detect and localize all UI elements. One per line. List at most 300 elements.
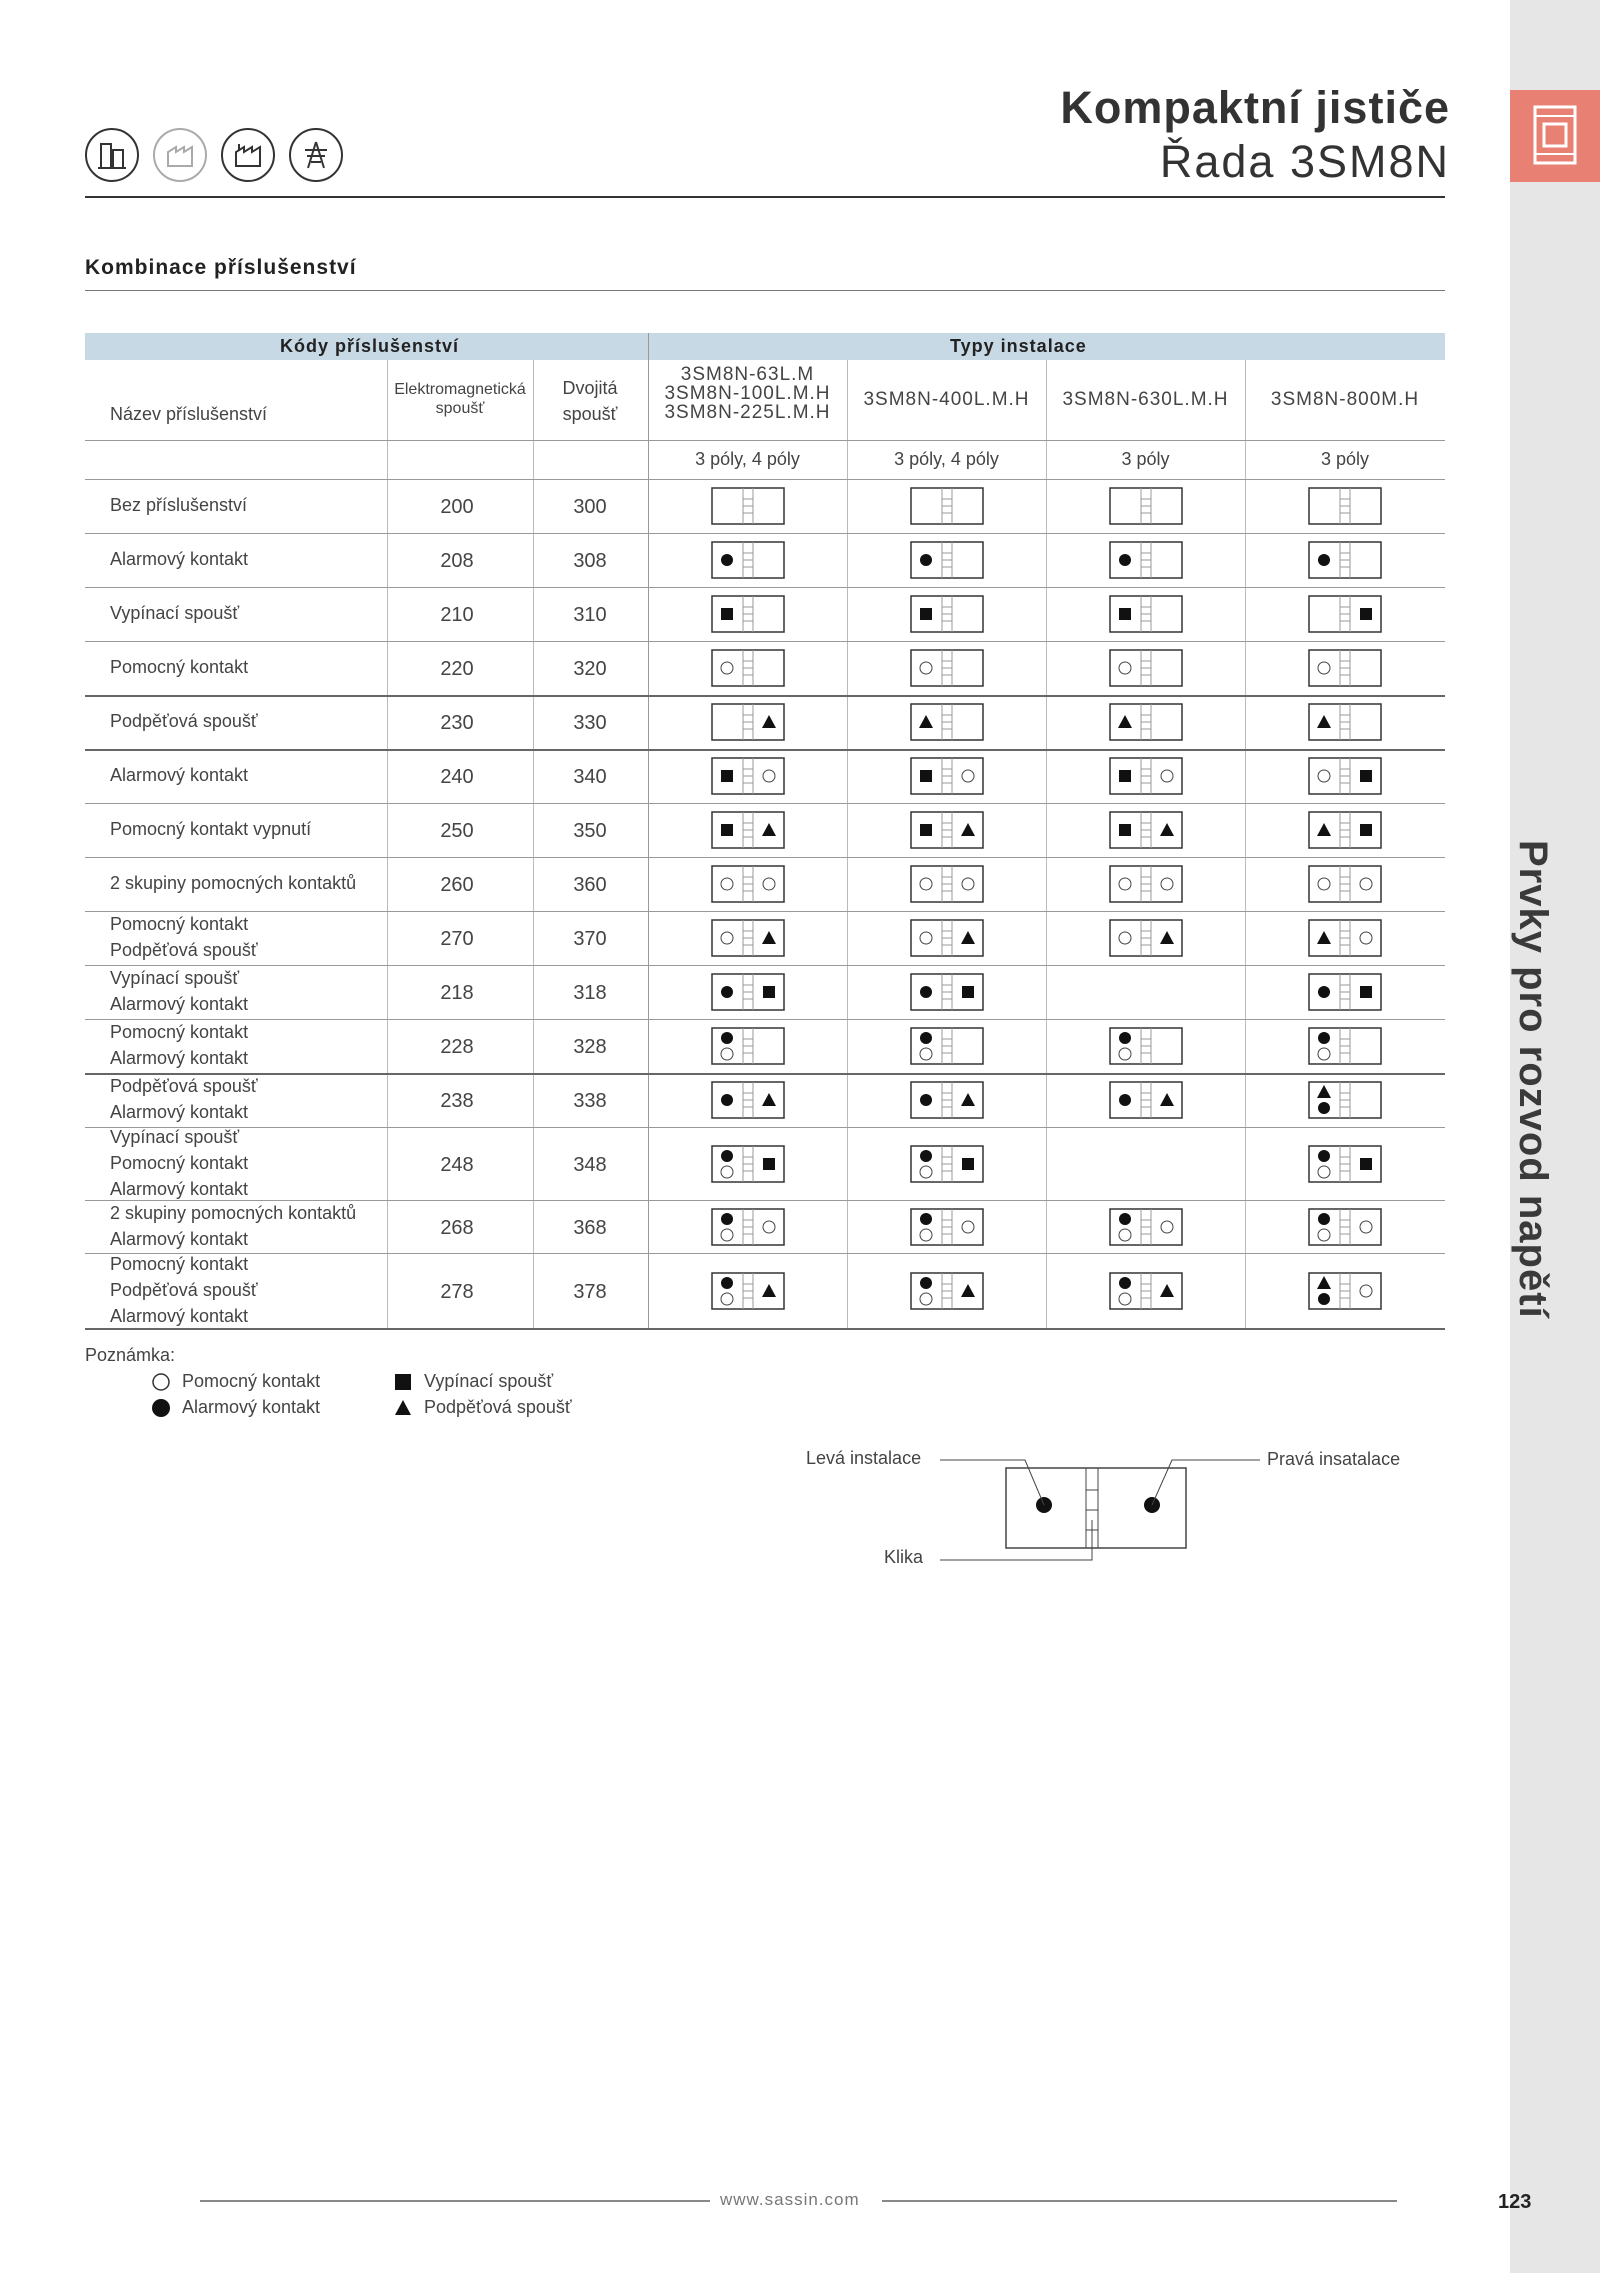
- symbol-glyph: [920, 1032, 932, 1044]
- symbol-cell: [910, 487, 984, 530]
- symbol-glyph: [762, 1284, 776, 1297]
- symbol-cell: [910, 1027, 984, 1070]
- symbol-cell: [1308, 1027, 1382, 1070]
- em-code: 200: [440, 496, 474, 518]
- installation-symbol: [711, 649, 785, 687]
- footer-rule-left: [200, 2200, 710, 2202]
- installation-symbol: [1109, 1145, 1183, 1183]
- triangle-filled-icon: [392, 1396, 414, 1418]
- symbol-glyph: [762, 931, 776, 944]
- installation-symbol: [1109, 919, 1183, 957]
- installation-symbol: [1308, 703, 1382, 741]
- symbol-glyph: [920, 878, 932, 890]
- symbol-glyph: [1119, 554, 1131, 566]
- legend-label: Pomocný kontakt: [182, 1371, 321, 1391]
- symbol-glyph: [721, 1166, 733, 1178]
- table-row-rule: [85, 1328, 1445, 1330]
- symbol-glyph: [763, 986, 775, 998]
- symbol-glyph: [920, 1277, 932, 1289]
- symbol-cell: [910, 1272, 984, 1315]
- accessory-name: Alarmový kontakt: [110, 1305, 249, 1326]
- circle-filled-icon: [150, 1396, 172, 1418]
- symbol-glyph: [1119, 878, 1131, 890]
- installation-symbol: [711, 757, 785, 795]
- building-icon: [85, 128, 139, 182]
- symbol-cell: [910, 595, 984, 638]
- symbol-cell: [1308, 703, 1382, 746]
- symbol-glyph: [1160, 1093, 1174, 1106]
- accessory-name: Alarmový kontakt: [110, 765, 249, 785]
- page-title: Kompaktní jističe: [1060, 82, 1450, 133]
- type-name: 3SM8N-800M.H: [1270, 389, 1420, 410]
- footer-rule-right: [882, 2200, 1397, 2202]
- symbol-glyph: [1318, 1293, 1330, 1305]
- symbol-glyph: [721, 1293, 733, 1305]
- symbol-glyph: [763, 878, 775, 890]
- header-em: Elektromagnetická spoušť: [394, 381, 526, 417]
- installation-symbol: [910, 919, 984, 957]
- symbol-glyph: [1360, 878, 1372, 890]
- type-poles: 3 póly, 4 póly: [695, 449, 800, 469]
- symbol-cell: [910, 865, 984, 908]
- installation-symbol: [711, 1027, 785, 1065]
- symbol-glyph: [961, 1284, 975, 1297]
- symbol-glyph: [920, 662, 932, 674]
- table-row-rule: [85, 1073, 1445, 1075]
- accessory-name: 2 skupiny pomocných kontaktů: [110, 1202, 357, 1223]
- symbol-glyph: [920, 1293, 932, 1305]
- symbol-glyph: [1360, 770, 1372, 782]
- symbol-glyph: [721, 1048, 733, 1060]
- installation-symbol: [711, 703, 785, 741]
- symbol-glyph: [721, 1229, 733, 1241]
- installation-symbol: [1109, 487, 1183, 525]
- installation-symbol: [711, 865, 785, 903]
- table-column-divider: [1046, 360, 1047, 1328]
- installation-symbol: [1109, 703, 1183, 741]
- installation-symbol: [711, 811, 785, 849]
- accessory-name: Podpěťová spoušť: [110, 940, 258, 960]
- symbol-cell: [711, 487, 785, 530]
- symbol-glyph: [1160, 823, 1174, 836]
- symbol-glyph: [763, 1221, 775, 1233]
- symbol-glyph: [721, 554, 733, 566]
- table-row-rule: [85, 1019, 1445, 1020]
- double-code: 300: [573, 496, 607, 518]
- symbol-cell: [711, 1081, 785, 1124]
- symbol-glyph: [1318, 1102, 1330, 1114]
- symbol-cell: [1109, 1081, 1183, 1124]
- symbol-cell: [1109, 811, 1183, 854]
- installation-symbol: [1109, 541, 1183, 579]
- symbol-glyph: [721, 1150, 733, 1162]
- accessory-name: Pomocný kontakt: [110, 1152, 249, 1173]
- symbol-glyph: [1317, 1085, 1331, 1098]
- symbol-glyph: [721, 1094, 733, 1106]
- double-code: 320: [573, 658, 607, 680]
- section-divider: [85, 290, 1445, 291]
- symbol-glyph: [721, 770, 733, 782]
- table-row-rule: [85, 965, 1445, 966]
- diagram-right-label: Pravá insatalace: [1267, 1449, 1401, 1469]
- symbol-cell: [1109, 757, 1183, 800]
- symbol-glyph: [1119, 1229, 1131, 1241]
- symbol-glyph: [920, 1150, 932, 1162]
- symbol-glyph: [920, 1094, 932, 1106]
- factory-faded-icon: [153, 128, 207, 182]
- em-code: 260: [440, 874, 474, 896]
- symbol-glyph: [1318, 770, 1330, 782]
- table-column-divider: [1245, 360, 1246, 1328]
- installation-symbol: [711, 919, 785, 957]
- type-name: 3SM8N-630L.M.H: [1062, 389, 1229, 410]
- symbol-glyph: [1119, 1094, 1131, 1106]
- installation-symbol: [1109, 757, 1183, 795]
- symbol-cell: [1308, 487, 1382, 530]
- symbol-glyph: [1119, 932, 1131, 944]
- accessory-name: Vypínací spoušť: [110, 968, 240, 988]
- symbol-cell: [711, 1208, 785, 1251]
- symbol-cell: [1109, 649, 1183, 692]
- symbol-cell: [711, 1272, 785, 1315]
- installation-symbol: [1308, 541, 1382, 579]
- symbol-glyph: [1119, 662, 1131, 674]
- em-code: 268: [440, 1216, 474, 1239]
- accessory-name: Podpěťová spoušť: [110, 1076, 258, 1096]
- installation-symbol: [910, 649, 984, 687]
- double-code: 330: [573, 712, 607, 734]
- em-code: 270: [440, 928, 474, 950]
- installation-symbol: [1109, 595, 1183, 633]
- double-code: 310: [573, 604, 607, 626]
- symbol-glyph: [721, 608, 733, 620]
- page-number: 123: [1498, 2191, 1532, 2213]
- symbol-cell: [711, 811, 785, 854]
- table-row-rule: [85, 587, 1445, 588]
- table-row-rule: [85, 803, 1445, 804]
- installation-symbol: [1308, 1208, 1382, 1246]
- symbol-cell: [1109, 919, 1183, 962]
- em-code: 278: [440, 1280, 474, 1303]
- installation-symbol: [910, 1027, 984, 1065]
- legend-label: Alarmový kontakt: [182, 1397, 321, 1417]
- diagram-handle-label: Klika: [884, 1547, 924, 1567]
- symbol-glyph: [1317, 1276, 1331, 1289]
- symbol-cell: [910, 541, 984, 584]
- symbol-glyph: [1317, 931, 1331, 944]
- symbol-glyph: [920, 770, 932, 782]
- installation-symbol: [910, 595, 984, 633]
- symbol-glyph: [721, 932, 733, 944]
- symbol-glyph: [962, 986, 974, 998]
- installation-symbol: [1109, 1081, 1183, 1119]
- symbol-glyph: [721, 1213, 733, 1225]
- installation-symbol: [910, 973, 984, 1011]
- table-row-rule: [85, 857, 1445, 858]
- symbol-glyph: [1119, 1293, 1131, 1305]
- header-divider: [85, 196, 1445, 198]
- installation-symbol: [711, 1145, 785, 1183]
- installation-symbol: [1308, 757, 1382, 795]
- em-code: 208: [440, 550, 474, 572]
- symbol-cell: [1308, 973, 1382, 1016]
- symbol-glyph: [962, 1221, 974, 1233]
- accessory-name: Alarmový kontakt: [110, 1178, 249, 1199]
- table-rule: [85, 479, 1445, 480]
- symbol-cell: [1308, 541, 1382, 584]
- symbol-glyph: [1119, 770, 1131, 782]
- symbol-glyph: [1160, 931, 1174, 944]
- installation-symbol: [910, 1081, 984, 1119]
- page-subtitle: Řada 3SM8N: [1159, 136, 1450, 187]
- installation-symbol: [1308, 1272, 1382, 1310]
- symbol-glyph: [1119, 608, 1131, 620]
- symbol-cell: [910, 919, 984, 962]
- installation-diagram: [930, 1450, 1270, 1570]
- symbol-glyph: [762, 715, 776, 728]
- installation-symbol: [1308, 1081, 1382, 1119]
- header-double-1: Dvojitá: [562, 378, 618, 398]
- symbol-glyph: [961, 823, 975, 836]
- installation-symbol: [1308, 811, 1382, 849]
- symbol-cell: [1109, 1208, 1183, 1251]
- symbol-glyph: [1161, 770, 1173, 782]
- em-code: 218: [440, 982, 474, 1004]
- symbol-glyph: [721, 878, 733, 890]
- installation-symbol: [1308, 649, 1382, 687]
- symbol-glyph: [1360, 824, 1372, 836]
- symbol-glyph: [919, 715, 933, 728]
- symbol-cell: [1109, 1145, 1183, 1188]
- symbol-glyph: [1160, 1284, 1174, 1297]
- symbol-cell: [711, 865, 785, 908]
- type-name: 3SM8N-63L.M: [680, 364, 815, 385]
- symbol-glyph: [1318, 1032, 1330, 1044]
- accessory-name: Alarmový kontakt: [110, 549, 249, 569]
- symbol-glyph: [762, 823, 776, 836]
- legend-label: Vypínací spoušť: [424, 1371, 554, 1391]
- header-icons: [85, 128, 343, 182]
- symbol-glyph: [961, 931, 975, 944]
- symbol-cell: [1308, 1081, 1382, 1124]
- symbol-cell: [1308, 595, 1382, 638]
- installation-symbol: [1109, 973, 1183, 1011]
- symbol-cell: [711, 919, 785, 962]
- accessory-name: Podpěťová spoušť: [110, 711, 258, 731]
- symbol-glyph: [721, 986, 733, 998]
- legend-label: Podpěťová spoušť: [424, 1397, 572, 1417]
- breaker-icon: [1532, 104, 1578, 166]
- factory-icon: [221, 128, 275, 182]
- symbol-glyph: [1161, 878, 1173, 890]
- em-code: 240: [440, 766, 474, 788]
- installation-symbol: [1109, 865, 1183, 903]
- symbol-glyph: [1318, 1166, 1330, 1178]
- symbol-cell: [1109, 973, 1183, 1016]
- accessory-name: Alarmový kontakt: [110, 1228, 249, 1249]
- accessory-name: Pomocný kontakt: [110, 914, 249, 934]
- symbol-glyph: [1119, 1032, 1131, 1044]
- symbol-glyph: [1318, 986, 1330, 998]
- em-code: 220: [440, 658, 474, 680]
- symbol-glyph: [920, 608, 932, 620]
- symbol-glyph: [920, 824, 932, 836]
- table-row-rule: [85, 695, 1445, 697]
- symbol-glyph: [1318, 1229, 1330, 1241]
- symbol-cell: [910, 1145, 984, 1188]
- symbol-cell: [711, 703, 785, 746]
- symbol-glyph: [1161, 1221, 1173, 1233]
- symbol-glyph: [962, 878, 974, 890]
- symbol-glyph: [1119, 1048, 1131, 1060]
- installation-symbol: [910, 865, 984, 903]
- symbol-cell: [910, 757, 984, 800]
- symbol-glyph: [1317, 823, 1331, 836]
- installation-symbol: [1109, 1027, 1183, 1065]
- symbol-cell: [1109, 595, 1183, 638]
- table-column-divider: [533, 360, 534, 1328]
- circle-open-icon: [150, 1370, 172, 1392]
- accessory-name: 2 skupiny pomocných kontaktů: [110, 873, 357, 893]
- symbol-glyph: [1318, 554, 1330, 566]
- symbol-glyph: [1360, 1158, 1372, 1170]
- header-codes: Kódy příslušenství: [280, 336, 460, 356]
- symbol-glyph: [1360, 932, 1372, 944]
- em-code: 250: [440, 820, 474, 842]
- em-code: 238: [440, 1090, 474, 1112]
- table-row-rule: [85, 641, 1445, 642]
- installation-symbol: [910, 757, 984, 795]
- table-column-divider: [387, 360, 388, 1328]
- symbol-cell: [1109, 487, 1183, 530]
- installation-symbol: [711, 487, 785, 525]
- type-name: 3SM8N-225L.M.H: [664, 402, 831, 423]
- symbol-cell: [711, 757, 785, 800]
- symbol-glyph: [920, 1213, 932, 1225]
- symbol-cell: [910, 1081, 984, 1124]
- symbol-cell: [711, 973, 785, 1016]
- installation-symbol: [1308, 865, 1382, 903]
- double-code: 340: [573, 766, 607, 788]
- symbol-cell: [1308, 1272, 1382, 1315]
- installation-symbol: [1109, 811, 1183, 849]
- double-code: 348: [573, 1153, 607, 1176]
- installation-symbol: [1308, 1027, 1382, 1065]
- type-name: 3SM8N-400L.M.H: [863, 389, 1030, 410]
- accessory-name: Vypínací spoušť: [110, 1126, 240, 1147]
- installation-symbol: [711, 1081, 785, 1119]
- square-filled-icon: [392, 1370, 414, 1392]
- installation-symbol: [1308, 1145, 1382, 1183]
- symbol-glyph: [763, 770, 775, 782]
- double-code: 338: [573, 1090, 607, 1112]
- type-poles: 3 póly, 4 póly: [894, 449, 999, 469]
- symbol-glyph: [920, 1048, 932, 1060]
- symbol-glyph: [1318, 1048, 1330, 1060]
- table-row-rule: [85, 1253, 1445, 1254]
- em-code: 230: [440, 712, 474, 734]
- installation-symbol: [711, 595, 785, 633]
- symbol-glyph: [721, 1032, 733, 1044]
- installation-symbol: [910, 1145, 984, 1183]
- table-row-rule: [85, 911, 1445, 912]
- double-code: 328: [573, 1036, 607, 1058]
- section-title: Kombinace příslušenství: [85, 256, 357, 279]
- accessory-name: Podpěťová spoušť: [110, 1279, 258, 1300]
- double-code: 318: [573, 982, 607, 1004]
- sidebar-label: Prvky pro rozvod napětí: [1511, 840, 1555, 1319]
- table-row-rule: [85, 1200, 1445, 1201]
- symbol-glyph: [920, 554, 932, 566]
- symbol-cell: [910, 703, 984, 746]
- symbol-cell: [910, 649, 984, 692]
- footer-url: www.sassin.com: [720, 2190, 860, 2209]
- accessory-name: Pomocný kontakt: [110, 1022, 249, 1042]
- symbol-cell: [711, 1027, 785, 1070]
- symbol-glyph: [721, 1277, 733, 1289]
- type-poles: 3 póly: [1121, 449, 1170, 469]
- symbol-cell: [1308, 757, 1382, 800]
- installation-symbol: [711, 1208, 785, 1246]
- installation-symbol: [1109, 649, 1183, 687]
- installation-symbol: [1308, 973, 1382, 1011]
- symbol-glyph: [721, 824, 733, 836]
- installation-symbol: [711, 1272, 785, 1310]
- double-code: 350: [573, 820, 607, 842]
- double-code: 360: [573, 874, 607, 896]
- header-name: Název příslušenství: [110, 404, 268, 424]
- accessory-name: Pomocný kontakt vypnutí: [110, 819, 312, 839]
- symbol-cell: [711, 541, 785, 584]
- em-code: 248: [440, 1153, 474, 1176]
- symbol-cell: [1109, 703, 1183, 746]
- symbol-cell: [1109, 541, 1183, 584]
- installation-symbol: [711, 973, 785, 1011]
- em-code: 228: [440, 1036, 474, 1058]
- double-code: 368: [573, 1216, 607, 1239]
- symbol-cell: [1308, 811, 1382, 854]
- installation-symbol: [910, 703, 984, 741]
- accessory-name: Pomocný kontakt: [110, 657, 249, 677]
- symbol-glyph: [763, 1158, 775, 1170]
- symbol-cell: [1308, 1208, 1382, 1251]
- table-rule: [85, 440, 1445, 441]
- symbol-glyph: [962, 1158, 974, 1170]
- symbol-glyph: [1318, 1150, 1330, 1162]
- symbol-cell: [1109, 1027, 1183, 1070]
- symbol-cell: [910, 811, 984, 854]
- installation-symbol: [711, 541, 785, 579]
- symbol-cell: [910, 1208, 984, 1251]
- symbol-cell: [1308, 649, 1382, 692]
- accessory-name: Alarmový kontakt: [110, 994, 249, 1014]
- symbol-cell: [711, 649, 785, 692]
- symbol-cell: [1109, 865, 1183, 908]
- symbol-glyph: [721, 662, 733, 674]
- symbol-glyph: [1318, 878, 1330, 890]
- table-row-rule: [85, 1127, 1445, 1128]
- symbol-glyph: [1360, 1285, 1372, 1297]
- symbol-glyph: [1317, 715, 1331, 728]
- installation-symbol: [910, 1208, 984, 1246]
- symbol-glyph: [920, 932, 932, 944]
- installation-symbol: [910, 1272, 984, 1310]
- symbol-glyph: [920, 1229, 932, 1241]
- symbol-glyph: [962, 770, 974, 782]
- symbol-cell: [1109, 1272, 1183, 1315]
- accessory-name: Bez příslušenství: [110, 495, 248, 515]
- double-code: 378: [573, 1280, 607, 1303]
